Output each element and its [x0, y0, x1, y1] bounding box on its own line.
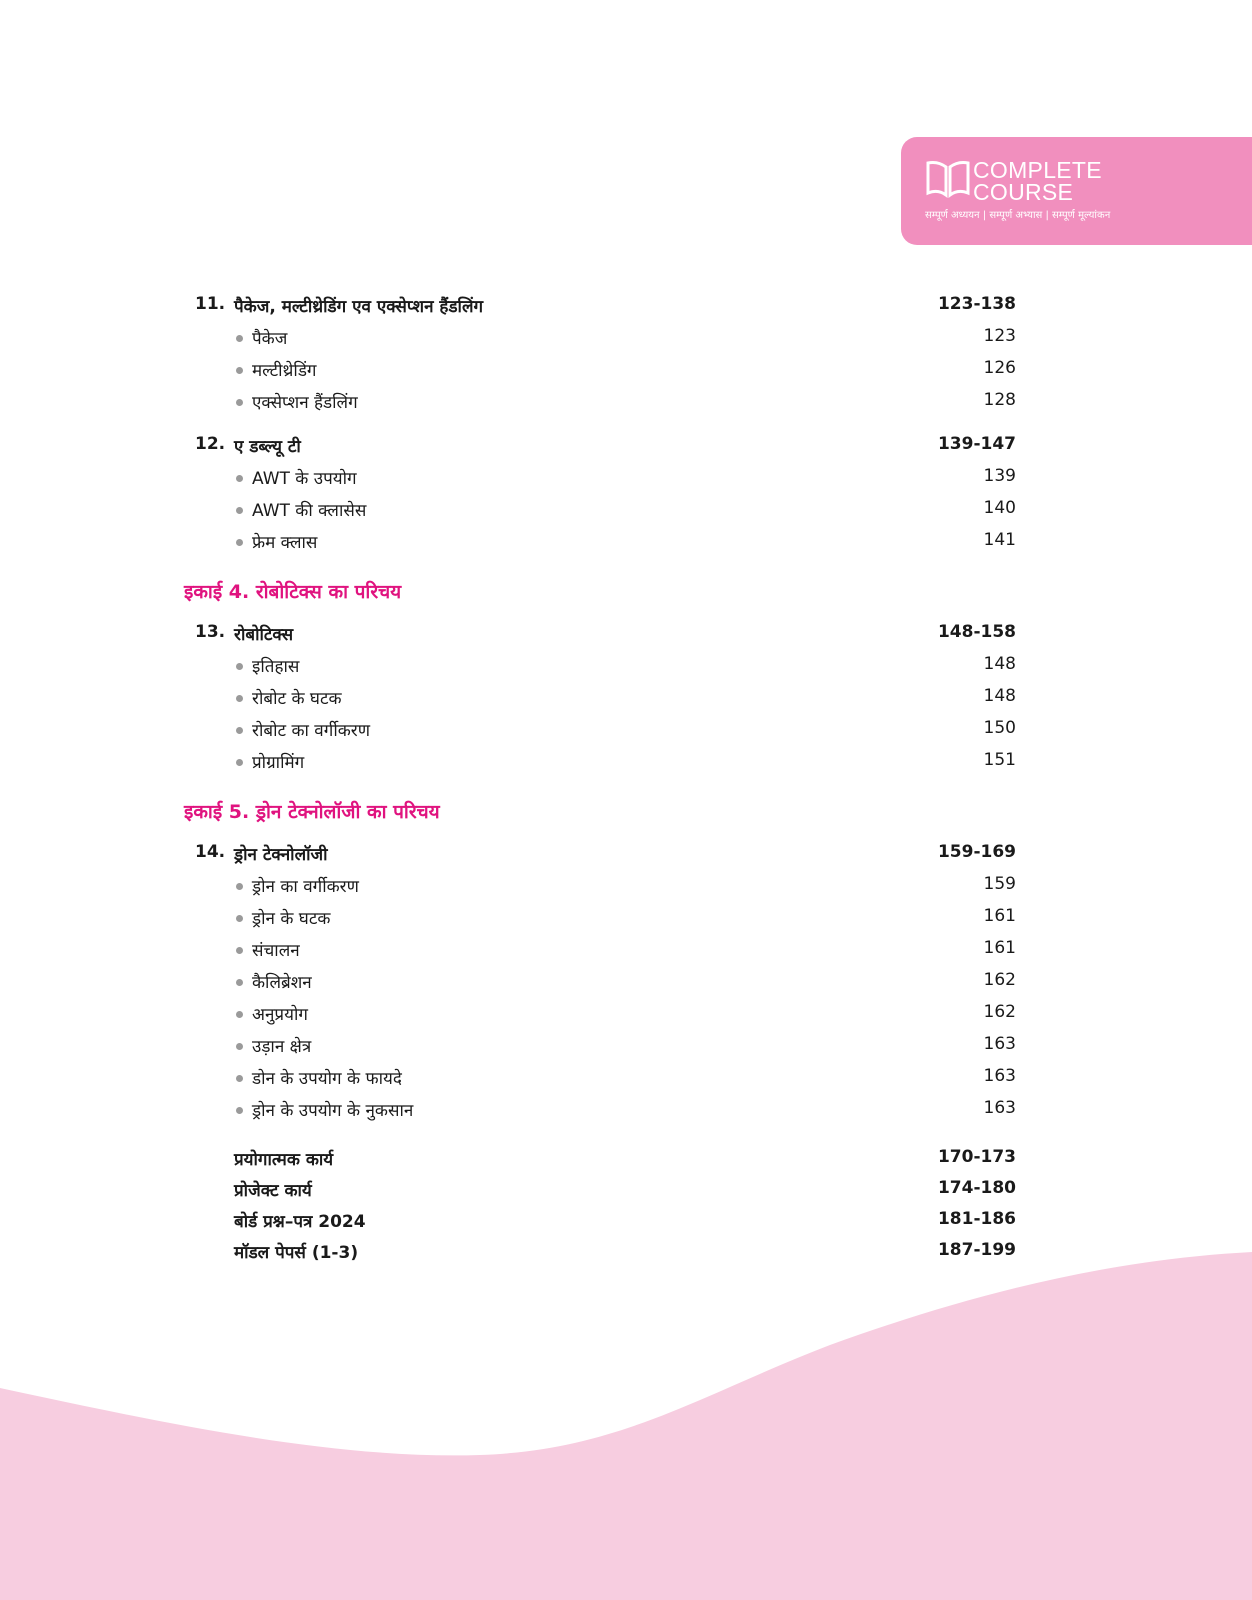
extra-label: प्रोजेक्ट कार्य [234, 1181, 312, 1201]
topic-label: रोबोट का वर्गीकरण [252, 721, 371, 741]
extra-pages: 181-186 [937, 1209, 1016, 1229]
list-item[interactable] [0, 970, 1252, 998]
chapter-pages: 139-147 [937, 434, 1016, 454]
extra-label: मॉडल पेपर्स (1-3) [234, 1243, 359, 1263]
extra-row-practical[interactable] [0, 1147, 1252, 1175]
badge-tagline: सम्पूर्ण अध्ययन | सम्पूर्ण अभ्यास | सम्पूर्ण मूल्यांकन [925, 210, 1111, 221]
bullet-icon [236, 507, 243, 514]
chapter-pages: 148-158 [937, 622, 1016, 642]
topic-page: 141 [983, 530, 1016, 550]
bullet-icon [236, 759, 243, 766]
extra-pages: 170-173 [937, 1147, 1016, 1167]
topic-page: 123 [983, 326, 1016, 346]
extra-pages: 174-180 [937, 1178, 1016, 1198]
chapter-number: 11. [195, 294, 226, 314]
list-item[interactable] [0, 938, 1252, 966]
topic-label: कैलिब्रेशन [252, 973, 312, 993]
topic-label: उड़ान क्षेत्र [252, 1037, 312, 1057]
extra-label: प्रयोगात्मक कार्य [234, 1150, 334, 1170]
bullet-icon [236, 695, 243, 702]
topic-page: 151 [983, 750, 1016, 770]
bullet-icon [236, 663, 243, 670]
chapter-number: 14. [195, 842, 226, 862]
extra-row-board-paper[interactable] [0, 1209, 1252, 1237]
badge-title-line1: COMPLETE [973, 157, 1102, 183]
unit-4-heading: इकाई 4. रोबोटिक्स का परिचय [184, 581, 402, 603]
bullet-icon [236, 539, 243, 546]
topic-label: अनुप्रयोग [252, 1005, 308, 1025]
complete-course-badge [901, 137, 1252, 245]
chapter-11-row[interactable] [0, 294, 1252, 322]
chapter-title: ए डब्ल्यू टी [234, 437, 301, 457]
bullet-icon [236, 367, 243, 374]
unit-5-heading: इकाई 5. ड्रोन टेक्नोलॉजी का परिचय [184, 801, 440, 823]
topic-label: डोन के उपयोग के फायदे [252, 1069, 402, 1089]
topic-label: AWT के उपयोग [252, 469, 357, 489]
list-item[interactable] [0, 654, 1252, 682]
topic-label: मल्टीथ्रेडिंग [252, 361, 317, 381]
bullet-icon [236, 883, 243, 890]
bullet-icon [236, 1043, 243, 1050]
topic-label: पैकेज [252, 329, 288, 349]
extra-label: बोर्ड प्रश्न–पत्र 2024 [234, 1212, 366, 1232]
topic-label: ड्रोन का वर्गीकरण [252, 877, 359, 897]
topic-page: 162 [983, 970, 1016, 990]
chapter-pages: 123-138 [937, 294, 1016, 314]
topic-page: 163 [983, 1034, 1016, 1054]
bullet-icon [236, 979, 243, 986]
list-item[interactable] [0, 1002, 1252, 1030]
list-item[interactable] [0, 1034, 1252, 1062]
bullet-icon [236, 727, 243, 734]
topic-page: 163 [983, 1066, 1016, 1086]
extra-row-project[interactable] [0, 1178, 1252, 1206]
extra-pages: 187-199 [937, 1240, 1016, 1260]
bullet-icon [236, 399, 243, 406]
bullet-icon [236, 335, 243, 342]
list-item[interactable] [0, 718, 1252, 746]
topic-page: 139 [983, 466, 1016, 486]
bullet-icon [236, 947, 243, 954]
topic-label: रोबोट के घटक [252, 689, 342, 709]
topic-page: 128 [983, 390, 1016, 410]
bullet-icon [236, 475, 243, 482]
topic-page: 148 [983, 654, 1016, 674]
chapter-title: रोबोटिक्स [234, 625, 294, 645]
list-item[interactable] [0, 498, 1252, 526]
topic-label: फ्रेम क्लास [252, 533, 318, 553]
badge-title [973, 159, 1102, 203]
bullet-icon [236, 1107, 243, 1114]
list-item[interactable] [0, 390, 1252, 418]
topic-page: 148 [983, 686, 1016, 706]
chapter-title: पैकेज, मल्टीथ्रेडिंग एव एक्सेप्शन हैंडलिंग [234, 297, 484, 317]
topic-label: एक्सेप्शन हैंडलिंग [252, 393, 358, 413]
list-item[interactable] [0, 326, 1252, 354]
topic-page: 161 [983, 906, 1016, 926]
topic-page: 161 [983, 938, 1016, 958]
bullet-icon [236, 1011, 243, 1018]
topic-label: संचालन [252, 941, 300, 961]
list-item[interactable] [0, 686, 1252, 714]
list-item[interactable] [0, 750, 1252, 778]
topic-label: AWT की क्लासेस [252, 501, 367, 521]
chapter-13-row[interactable] [0, 622, 1252, 650]
topic-page: 159 [983, 874, 1016, 894]
topic-label: ड्रोन के उपयोग के नुकसान [252, 1101, 414, 1121]
list-item[interactable] [0, 1098, 1252, 1126]
bullet-icon [236, 915, 243, 922]
chapter-title: ड्रोन टेक्नोलॉजी [234, 845, 328, 865]
topic-page: 150 [983, 718, 1016, 738]
chapter-12-row[interactable] [0, 434, 1252, 462]
chapter-number: 13. [195, 622, 226, 642]
list-item[interactable] [0, 1066, 1252, 1094]
list-item[interactable] [0, 906, 1252, 934]
list-item[interactable] [0, 874, 1252, 902]
topic-page: 126 [983, 358, 1016, 378]
list-item[interactable] [0, 530, 1252, 558]
open-book-icon [925, 159, 971, 199]
chapter-pages: 159-169 [937, 842, 1016, 862]
topic-page: 162 [983, 1002, 1016, 1022]
list-item[interactable] [0, 358, 1252, 386]
topic-label: प्रोग्रामिंग [252, 753, 305, 773]
topic-page: 163 [983, 1098, 1016, 1118]
chapter-number: 12. [195, 434, 226, 454]
badge-title-line2: COURSE [973, 179, 1074, 205]
topic-page: 140 [983, 498, 1016, 518]
extra-row-model-papers[interactable] [0, 1240, 1252, 1268]
bullet-icon [236, 1075, 243, 1082]
topic-label: इतिहास [252, 657, 300, 677]
topic-label: ड्रोन के घटक [252, 909, 331, 929]
chapter-14-row[interactable] [0, 842, 1252, 870]
list-item[interactable] [0, 466, 1252, 494]
